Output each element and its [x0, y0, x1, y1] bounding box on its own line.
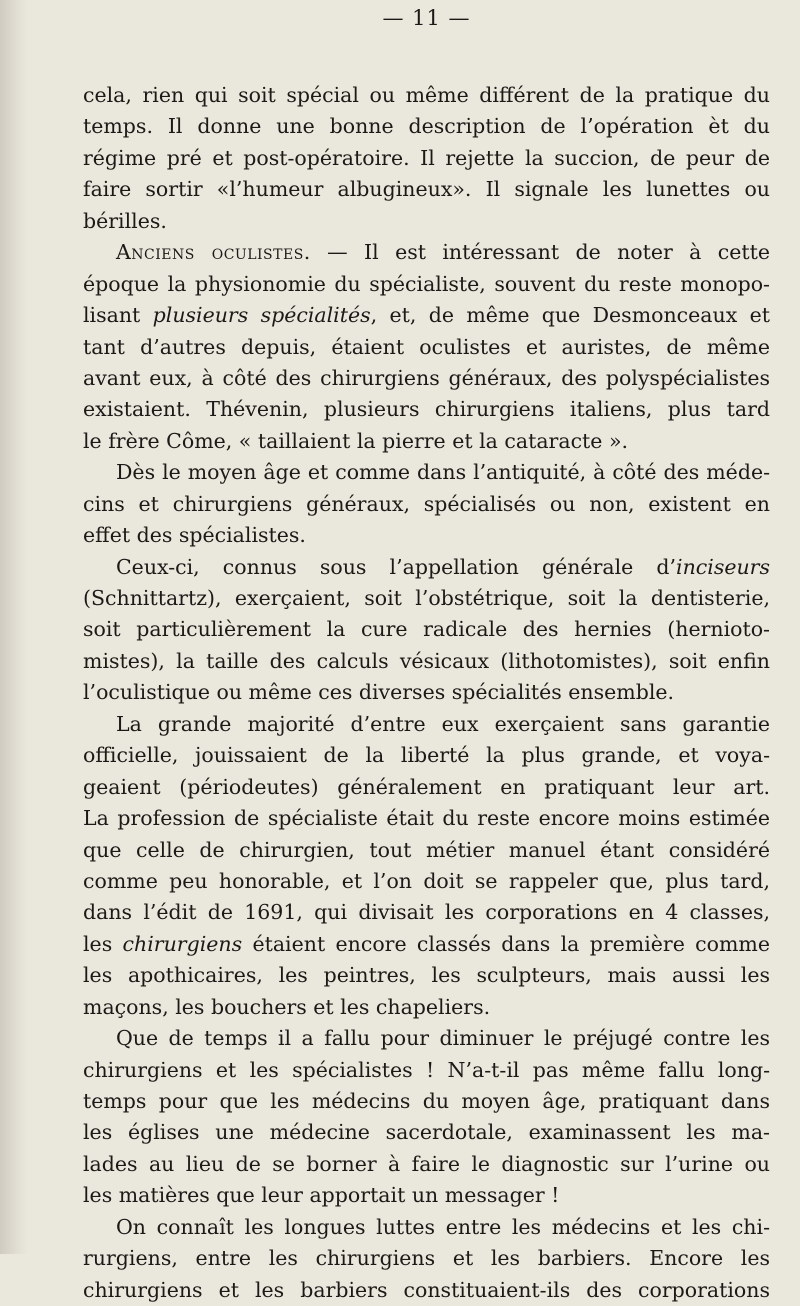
italic-text: inciseurs [676, 554, 770, 579]
text-line [83, 520, 770, 551]
text-span: temps pour que les médecins du moyen âge, pratiquant dans [83, 1089, 770, 1113]
text-span: La profession de spécialiste était du reste encore moins estimée [83, 806, 770, 831]
text-span: , et, de même que Desmonceaux et [370, 303, 770, 328]
text-span: temps. Il donne une bonne description de l’opération èt du [83, 114, 770, 139]
text-line [83, 143, 770, 174]
italic-text: chirurgiens [122, 931, 243, 956]
text-line [83, 992, 770, 1023]
section-heading: Anciens oculistes. [116, 240, 311, 265]
text-span: mistes), la taille des calculs vésicaux (lithotomistes), soit enfin [83, 648, 770, 673]
text-span: chirurgiens et les spécialistes ! N’a-t-il pas même fallu long- [83, 1057, 770, 1082]
text-span: effet des spécialistes. [83, 523, 306, 548]
text-span: le frère Côme, « taillaient la pierre et la cataracte ». [83, 428, 629, 453]
text-line [83, 363, 770, 394]
page-gutter-shadow [0, 0, 28, 1254]
text-span: époque la physionomie du spécialiste, souvent du reste monopo- [83, 271, 770, 296]
text-span: cins et chirurgiens généraux, spécialisés ou non, existent en [83, 491, 770, 516]
text-line [83, 709, 770, 740]
text-span: dans l’édit de 1691, qui divisait les corporations en 4 classes, [83, 900, 770, 925]
text-span: que celle de chirurgien, tout métier manuel étant considéré [83, 837, 770, 862]
text-line [83, 866, 770, 897]
text-span: — Il est intéressant de noter à cette [310, 240, 770, 265]
text-line [83, 583, 770, 614]
text-line [83, 929, 770, 960]
text-line [83, 426, 770, 457]
text-span: étaient encore classés dans la première comme [242, 931, 770, 956]
text-span: l’oculistique ou même ces diverses spécialités ensemble. [83, 680, 675, 705]
text-line [83, 174, 770, 205]
text-line [83, 960, 770, 991]
text-line [83, 300, 770, 331]
text-line [83, 772, 770, 803]
text-line [83, 269, 770, 300]
text-span: officielle, jouissaient de la liberté la plus grande, et voya- [83, 743, 770, 768]
text-span: On connaît les longues luttes entre les médecins et les chi- [116, 1214, 770, 1239]
text-span: les églises une médecine sacerdotale, examinassent les ma- [83, 1120, 770, 1145]
text-line [83, 1149, 770, 1180]
text-span: rurgiens, entre les chirurgiens et les barbiers. Encore les [83, 1246, 770, 1271]
text-span: régime pré et post-opératoire. Il rejette la succion, de peur de [83, 145, 770, 170]
page-number: — 11 — [382, 6, 471, 30]
text-line [83, 1023, 770, 1054]
text-line [83, 237, 770, 268]
text-line [83, 835, 770, 866]
text-span: chirurgiens et les barbiers constituaient-ils des corporations [83, 1277, 770, 1302]
text-line [83, 206, 770, 237]
text-span: Ceux-ci, connus sous l’appellation générale d’ [116, 554, 677, 579]
text-span: Dès le moyen âge et comme dans l’antiquité, à côté des méde- [116, 460, 770, 485]
text-span: bérilles. [83, 208, 167, 233]
text-span: geaient (périodeutes) généralement en pratiquant leur art. [83, 774, 770, 799]
text-line [83, 803, 770, 834]
text-span: les apothicaires, les peintres, les sculpteurs, mais aussi les [83, 963, 770, 988]
text-span: cela, rien qui soit spécial ou même différent de la pratique du [83, 83, 770, 107]
text-line [83, 1180, 770, 1211]
text-line [83, 552, 770, 583]
text-line [83, 1275, 770, 1306]
text-line [83, 1117, 770, 1148]
text-line [83, 677, 770, 708]
text-span: lisant [83, 303, 153, 328]
text-span: existaient. Thévenin, plusieurs chirurgiens italiens, plus tard [83, 397, 770, 422]
text-line [83, 1243, 770, 1274]
text-line [83, 1212, 770, 1243]
text-span: (Schnittartz), exerçaient, soit l’obstétrique, soit la dentisterie, [83, 586, 770, 610]
text-span: Que de temps il a fallu pour diminuer le préjugé contre les [116, 1026, 770, 1051]
text-line [83, 457, 770, 488]
text-span: lades au lieu de se borner à faire le diagnostic sur l’urine ou [83, 1151, 770, 1176]
text-line [83, 111, 770, 142]
body-text [83, 80, 770, 1306]
text-line [83, 646, 770, 677]
text-span: maçons, les bouchers et les chapeliers. [83, 994, 491, 1019]
text-span: tant d’autres depuis, étaient oculistes et auristes, de même [83, 334, 770, 359]
text-span: faire sortir «l’humeur albugineux». Il signale les lunettes ou [83, 177, 770, 202]
text-line [83, 80, 770, 111]
text-span: comme peu honorable, et l’on doit se rappeler que, plus tard, [83, 868, 770, 893]
italic-text: plusieurs spécialités [152, 303, 371, 328]
text-line [83, 614, 770, 645]
text-span: les matières que leur apportait un messager ! [83, 1183, 560, 1208]
text-line [83, 897, 770, 928]
text-line [83, 1055, 770, 1086]
text-line [83, 489, 770, 520]
text-line [83, 332, 770, 363]
text-span: les [83, 931, 123, 956]
text-span: soit particulièrement la cure radicale des hernies (hernioto- [83, 617, 770, 642]
text-line [83, 1086, 770, 1117]
text-line [83, 394, 770, 425]
text-line [83, 740, 770, 771]
text-span: avant eux, à côté des chirurgiens généraux, des polyspécialistes [83, 365, 770, 390]
text-span: La grande majorité d’entre eux exerçaient sans garantie [116, 711, 770, 736]
